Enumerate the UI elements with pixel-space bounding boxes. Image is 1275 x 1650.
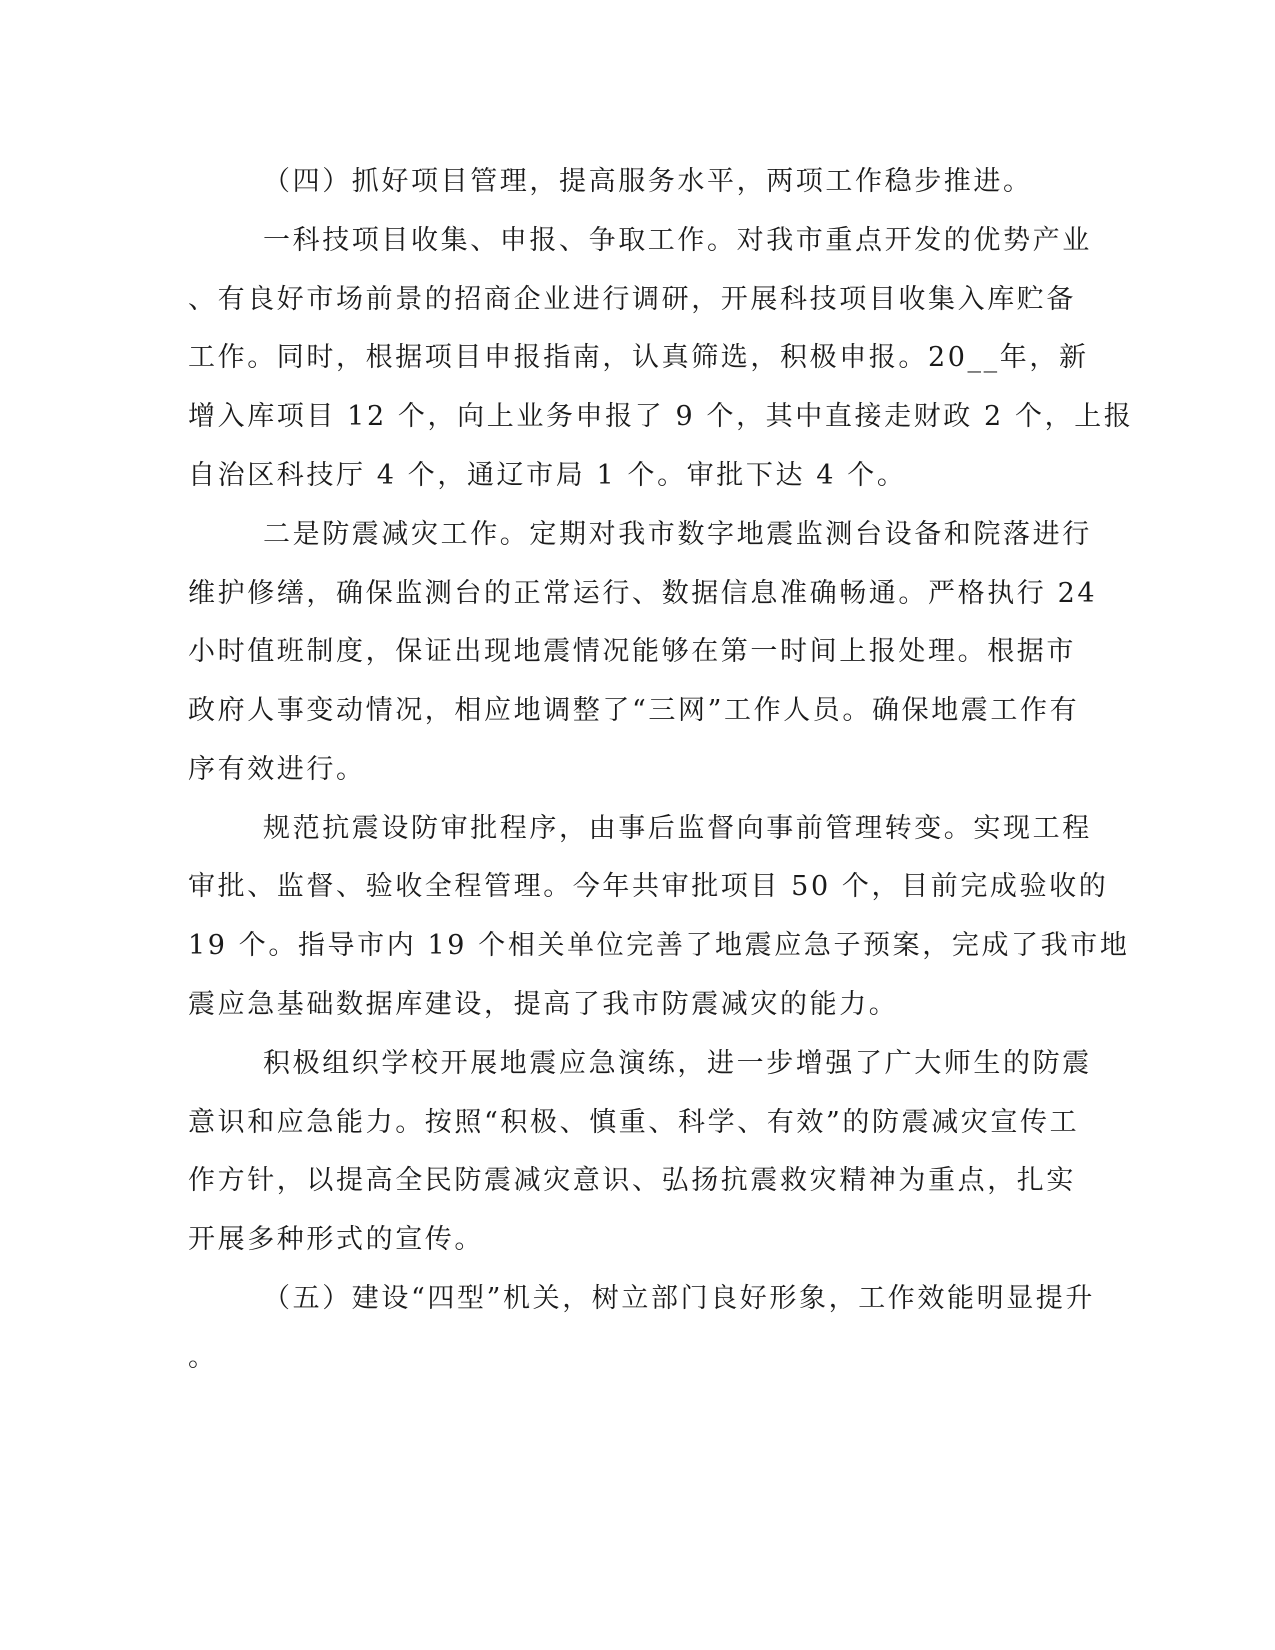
paragraph-line: 审批、监督、验收全程管理。今年共审批项目 50 个，目前完成验收的 [188,871,1109,902]
heading-section-4: （四）抓好项目管理，提高服务水平，两项工作稳步推进。 [263,166,1033,197]
paragraph-line: 二是防震减灾工作。定期对我市数字地震监测台设备和院落进行 [263,519,1092,550]
paragraph-line: 震应急基础数据库建设，提高了我市防震减灾的能力。 [188,989,899,1020]
paragraph-line: 序有效进行。 [188,754,366,785]
paragraph-line: 积极组织学校开展地震应急演练，进一步增强了广大师生的防震 [263,1048,1092,1079]
paragraph-line: 、有良好市场前景的招商企业进行调研，开展科技项目收集入库贮备 [188,284,1076,315]
paragraph-line: 自治区科技厅 4 个，通辽市局 1 个。审批下达 4 个。 [188,460,907,491]
paragraph-line: 作方针，以提高全民防震减灾意识、弘扬抗震救灾精神为重点，扎实 [188,1165,1076,1196]
paragraph-line: 一科技项目收集、申报、争取工作。对我市重点开发的优势产业 [263,225,1092,256]
paragraph-line: 意识和应急能力。按照“积极、慎重、科学、有效”的防震减灾宣传工 [188,1107,1080,1138]
paragraph-line: 维护修缮，确保监测台的正常运行、数据信息准确畅通。严格执行 24 [188,578,1098,609]
paragraph-line: 小时值班制度，保证出现地震情况能够在第一时间上报处理。根据市 [188,636,1076,667]
paragraph-line: 工作。同时，根据项目申报指南，认真筛选，积极申报。20__年，新 [188,342,1089,373]
heading-section-5: （五）建设“四型”机关，树立部门良好形象，工作效能明显提升 [263,1283,1096,1314]
paragraph-line: 政府人事变动情况，相应地调整了“三网”工作人员。确保地震工作有 [188,695,1080,726]
paragraph-line: 增入库项目 12 个，向上业务申报了 9 个，其中直接走财政 2 个，上报 [188,401,1134,432]
paragraph-line: 开展多种形式的宣传。 [188,1224,484,1255]
paragraph-line: 。 [188,1342,218,1373]
paragraph-line: 规范抗震设防审批程序，由事后监督向事前管理转变。实现工程 [263,813,1092,844]
paragraph-line: 19 个。指导市内 19 个相关单位完善了地震应急子预案，完成了我市地 [188,930,1130,961]
